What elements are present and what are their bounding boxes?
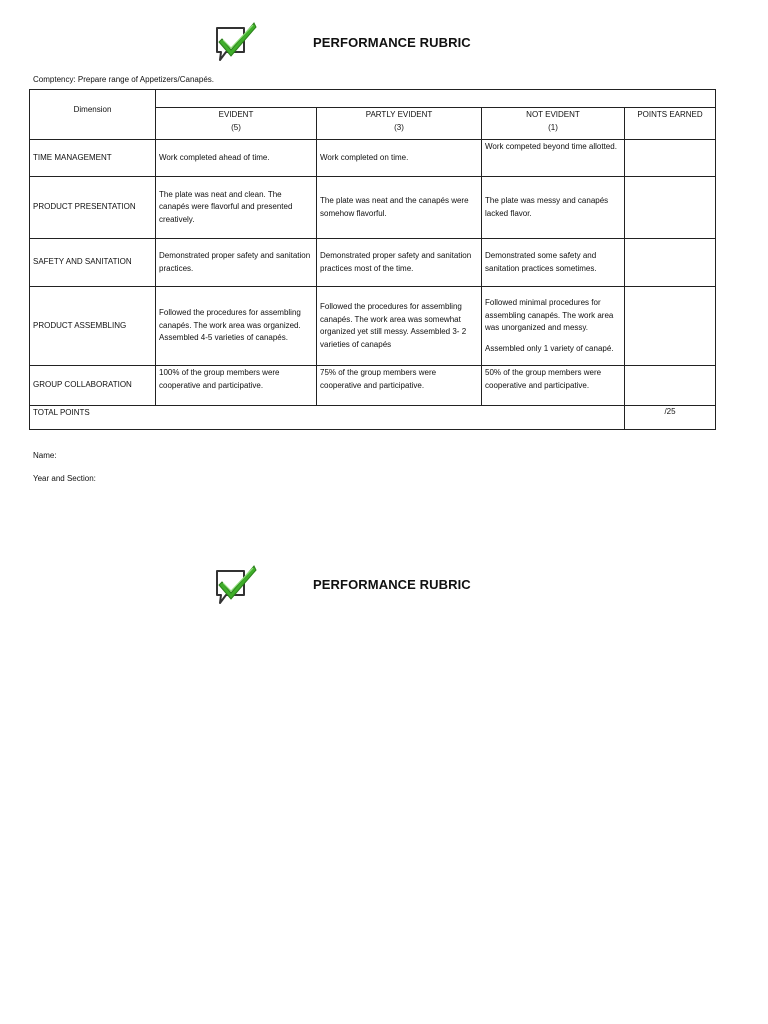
column-name: NOT EVIDENT	[526, 110, 580, 119]
cell-not-evident: Demonstrated some safety and sanitation practices sometimes.	[482, 239, 625, 287]
row-dimension-label: SAFETY AND SANITATION	[30, 239, 156, 287]
cell-points-earned[interactable]	[625, 140, 716, 177]
column-points: (3)	[394, 122, 404, 132]
cell-partly-evident: Followed the procedures for assembling canapés. The work area was somewhat organized yet still messy. Assembled 3- 2 varieties of canapés	[317, 287, 482, 366]
table-header-row-top	[30, 90, 716, 108]
cell-partly-evident: 75% of the group members were cooperative and participative.	[317, 366, 482, 406]
rubric-table	[29, 89, 716, 430]
column-header-points-earned: POINTS EARNED	[625, 108, 716, 140]
page-title: PERFORMANCE RUBRIC	[313, 35, 471, 50]
checkmark-speech-bubble-icon	[214, 20, 258, 66]
column-points: (1)	[548, 122, 558, 132]
cell-points-earned[interactable]	[625, 177, 716, 239]
row-dimension-label: PRODUCT PRESENTATION	[30, 177, 156, 239]
cell-partly-evident: Demonstrated proper safety and sanitation practices most of the time.	[317, 239, 482, 287]
checkmark-speech-bubble-icon	[214, 563, 258, 609]
cell-evident: Demonstrated proper safety and sanitation practices.	[156, 239, 317, 287]
cell-not-evident-text: Followed minimal procedures for assembling canapés. The work area was unorganized and messy.	[485, 298, 614, 332]
cell-not-evident	[482, 287, 625, 366]
total-points-label: TOTAL POINTS	[30, 406, 625, 430]
column-header-partly-evident	[317, 108, 482, 140]
cell-evident: Followed the procedures for assembling canapés. The work area was organized. Assembled 4-5 varieties of canapés.	[156, 287, 317, 366]
cell-not-evident: Work competed beyond time allotted.	[482, 140, 625, 177]
paragraph-gap	[485, 335, 621, 343]
table-row	[30, 287, 716, 366]
table-row	[30, 177, 716, 239]
row-dimension-label: GROUP COLLABORATION	[30, 366, 156, 406]
cell-not-evident-extra: Assembled only 1 variety of canapé.	[485, 343, 614, 353]
row-dimension-label: PRODUCT ASSEMBLING	[30, 287, 156, 366]
table-row	[30, 366, 716, 406]
competency-text: Comptency: Prepare range of Appetizers/Canapés.	[33, 75, 214, 84]
table-row	[30, 239, 716, 287]
name-label: Name:	[33, 451, 57, 460]
total-points-value[interactable]: /25	[625, 406, 716, 430]
column-points: (5)	[231, 122, 241, 132]
page-title-2: PERFORMANCE RUBRIC	[313, 577, 471, 592]
total-row	[30, 406, 716, 430]
cell-evident: The plate was neat and clean. The canapés were flavorful and presented creatively.	[156, 177, 317, 239]
cell-points-earned[interactable]	[625, 287, 716, 366]
column-name: PARTLY EVIDENT	[365, 110, 433, 119]
cell-partly-evident: The plate was neat and the canapés were somehow flavorful.	[317, 177, 482, 239]
header-spacer-cell	[156, 90, 716, 108]
column-name: EVIDENT	[218, 110, 254, 119]
column-header-evident	[156, 108, 317, 140]
cell-not-evident: 50% of the group members were cooperative and participative.	[482, 366, 625, 406]
cell-points-earned[interactable]	[625, 366, 716, 406]
table-row	[30, 140, 716, 177]
cell-evident: 100% of the group members were cooperative and participative.	[156, 366, 317, 406]
cell-evident: Work completed ahead of time.	[156, 140, 317, 177]
row-dimension-label: TIME MANAGEMENT	[30, 140, 156, 177]
cell-partly-evident: Work completed on time.	[317, 140, 482, 177]
dimension-header: Dimension	[30, 90, 156, 140]
cell-points-earned[interactable]	[625, 239, 716, 287]
cell-not-evident: The plate was messy and canapés lacked flavor.	[482, 177, 625, 239]
year-section-label: Year and Section:	[33, 474, 96, 483]
column-header-not-evident	[482, 108, 625, 140]
